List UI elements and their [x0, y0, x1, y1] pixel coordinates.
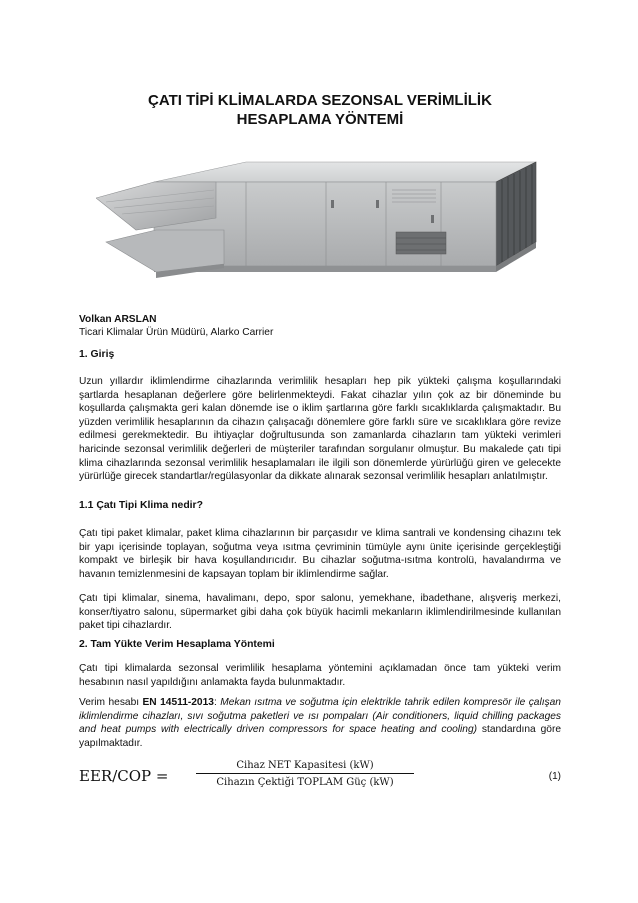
para-prefix: Verim hesabı	[79, 697, 143, 708]
eer-cop-equation	[79, 757, 561, 793]
section-1-heading: 1. Giriş	[79, 349, 115, 360]
para-colon: :	[213, 697, 221, 708]
section-1-1-paragraph-1: Çatı tipi paket klimalar, paket klima cihazlarının bir parçasıdır ve klima santrali ve kondensing cihazını tek bir yapı içerisinde toplayan, soğutma veya ısıtma çevriminin tümüyle aynı ünite içerisinde gerçekleştiği kompakt ve birleşik bir hava koşullandırıcıdır. Bu cihazlar soğutma-ısıtma kontrolü, havalandırma ve havanın temizlenmesini de kapsayan toplam bir iklimlendirme sağlar.	[79, 528, 561, 580]
section-2-paragraph-2	[79, 696, 561, 750]
rooftop-unit-image	[96, 160, 542, 284]
equation-denominator: Cihazın Çektiği TOPLAM Güç (kW)	[216, 777, 394, 788]
standard-title: Mekan ısıtma ve soğutma için elektrikle tahrik edilen kompresör ile çalışan iklimlendirme cihazları, sıvı soğutma paketleri ve ısı pompaları (Air conditioners, liquid chilling packages and heat pumps with electrically driven compressors for space heating and cooling)	[79, 697, 561, 736]
section-2-heading: 2. Tam Yükte Verim Hesaplama Yöntemi	[79, 639, 275, 650]
equation-number: (1)	[548, 771, 561, 782]
section-1-1-paragraph-2: Çatı tipi klimalar, sinema, havalimanı, depo, spor salonu, yemekhane, ibadethane, alışveriş merkezi, konser/tiyatro salonu, süpermarket gibi daha çok büyük hacimli mekanların iklimlendirilmesinde kullanılan paket tipi cihazlardır.	[79, 593, 561, 632]
equation-lhs: EER/COP =	[79, 767, 169, 785]
para-suffix: standardına göre yapılmaktadır.	[79, 724, 561, 749]
title-line-2: HESAPLAMA YÖNTEMİ	[236, 111, 404, 128]
author-block	[79, 313, 561, 339]
standard-code: EN 14511-2013	[142, 697, 214, 708]
section-1-paragraph: Uzun yıllardır iklimlendirme cihazlarında verimlilik hesapları hep pik yükteki çalışma koşullarındaki şartlarda hesaplanan değerlere göre belirlenmekteydi. Fakat cihazlar yılın çok az bir döneminde bu koşullarda çalışmakta geri kalan dönemde ise o iklim şartlarına göre farklı sıcaklıklarda çalışmaktadır. Bu yüzden verimlilik hesaplarının da cihazın çalışacağı dönemlere göre farklı süre ve sıcaklıklara göre revize edilmesi gerekmektedir. Bu ihtiyaçlar doğrultusunda son zamanlarda cihazların tam yükteki verimleri haricinde sezonsal verimlilik değerleri de müşteriler tarafından sorgulanır olmuştur. Bu makalede çatı tipi klima cihazlarında sezonsal verimlilik hesaplamaları ile ilgili son dönemlerde yürürlüğü giren ve gelecekte yürürlüğe girecek standartlar/regülasyonlar da dikkate alınarak sezonsal verimlilik hesapları anlatılmıştır.	[79, 376, 561, 483]
author-affiliation: Ticari Klimalar Ürün Müdürü, Alarko Carrier	[79, 327, 274, 338]
document-title	[80, 91, 560, 129]
section-2-paragraph-1: Çatı tipi klimalarda sezonsal verimlilik hesaplama yöntemini açıklamadan önce tam yükteki verim hesabının nasıl yapıldığını anlamakta fayda bulunmaktadır.	[79, 663, 561, 688]
equation-numerator: Cihaz NET Kapasitesi (kW)	[196, 760, 414, 774]
title-line-1: ÇATI TİPİ KLİMALARDA SEZONSAL VERİMLİLİK	[148, 92, 492, 109]
section-1-1-heading: 1.1 Çatı Tipi Klima nedir?	[79, 500, 203, 511]
author-name: Volkan ARSLAN	[79, 314, 157, 325]
equation-fraction	[196, 760, 414, 788]
